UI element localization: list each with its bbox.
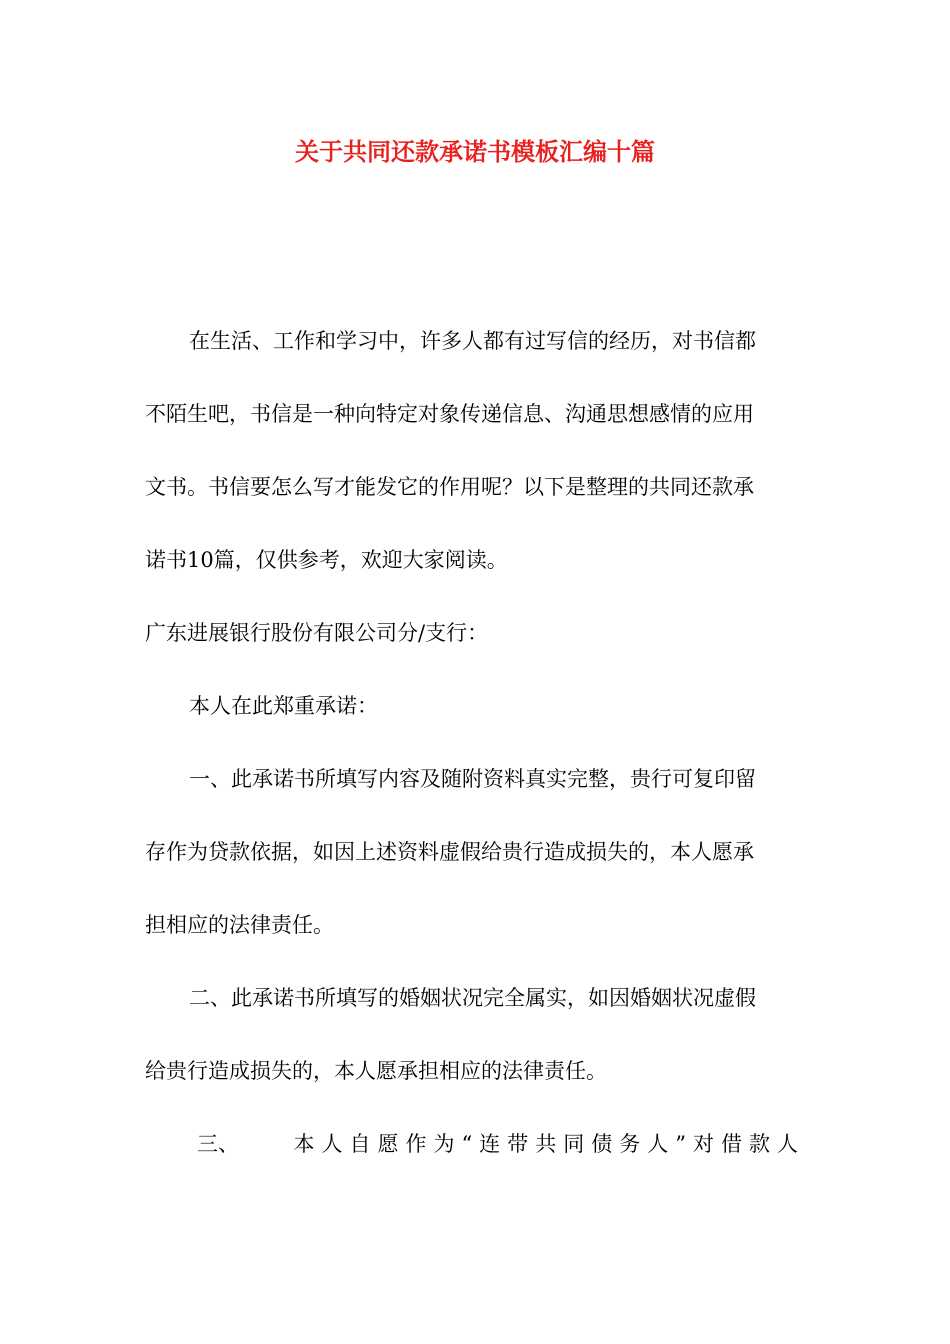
paragraph-line: 担相应的法律责任。 xyxy=(145,913,334,937)
paragraph-line: 本人在此郑重承诺： xyxy=(189,694,378,718)
paragraph-line: 一、此承诺书所填写内容及随附资料真实完整，贵行可复印留 xyxy=(189,767,756,791)
paragraph-line: 存作为贷款依据，如因上述资料虚假给贵行造成损失的，本人愿承 xyxy=(145,840,754,864)
salutation-line: 广东进展银行股份有限公司分/支行： xyxy=(145,621,489,645)
paragraph-line: 文书。书信要怎么写才能发它的作用呢？以下是整理的共同还款承 xyxy=(145,475,754,499)
paragraph-line: 二、此承诺书所填写的婚姻状况完全属实，如因婚姻状况虚假 xyxy=(189,986,756,1010)
paragraph-line: 给贵行造成损失的，本人愿承担相应的法律责任。 xyxy=(145,1059,607,1083)
paragraph-line: 在生活、工作和学习中，许多人都有过写信的经历，对书信都 xyxy=(189,329,756,353)
paragraph-line-justified xyxy=(145,1125,805,1198)
document-body xyxy=(145,322,805,1198)
clause-text: 本人自愿作为“连带共同债务人”对借款人 xyxy=(293,1132,805,1156)
document-title: 关于共同还款承诺书模板汇编十篇 xyxy=(295,138,655,166)
paragraph-line: 诺书10篇，仅供参考，欢迎大家阅读。 xyxy=(145,548,508,572)
paragraph-line: 不陌生吧，书信是一种向特定对象传递信息、沟通思想感情的应用 xyxy=(145,402,754,426)
clause-number: 三、 xyxy=(197,1132,239,1156)
